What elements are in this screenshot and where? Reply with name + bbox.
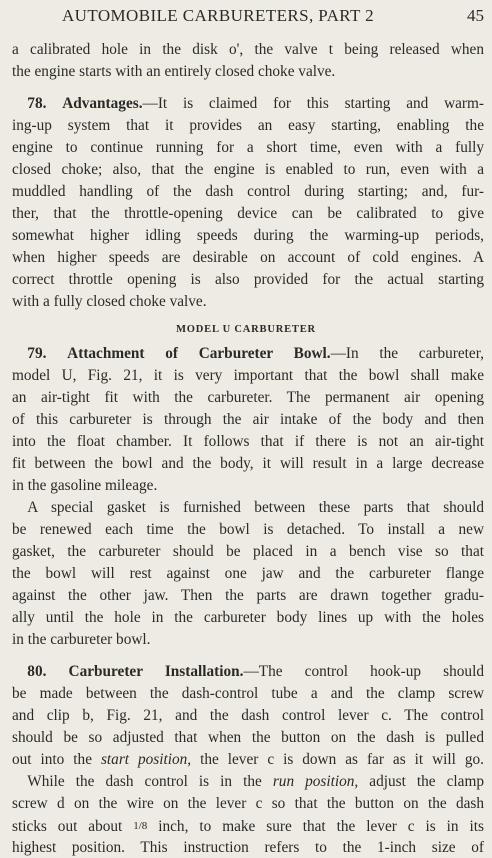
italic-term: start position,	[100, 751, 192, 768]
text-line	[12, 750, 484, 770]
section-title: Carbureter Installation.	[68, 663, 244, 680]
section-number: 79.	[27, 345, 47, 362]
text-line: in the carbureter bowl.	[12, 631, 151, 648]
text-line: be made between the dash-control tube a and the clamp screw	[12, 685, 484, 702]
text-line: an air-tight fit with the carbureter. The permanent air opening	[12, 389, 484, 406]
fraction: 1/8	[133, 820, 148, 832]
section-79-first-line	[12, 344, 484, 364]
text-line: highest position. This instruction refers to the 1-inch size of	[12, 839, 484, 856]
text-line: with a fully closed choke valve.	[12, 293, 207, 310]
text-line: ther, that the throttle-opening device can be calibrated to give	[12, 205, 484, 222]
text-line: muddled handling of the dash control during starting; and, fur-	[12, 183, 484, 200]
text-line: gasket, the carbureter should be placed in a bench vise so that	[12, 543, 484, 560]
page-number: 45	[467, 6, 484, 25]
text-line: somewhat higher idling speeds during the warming-up periods,	[12, 227, 484, 244]
text-line: and clip b, Fig. 21, and the dash control lever c. The control	[12, 707, 484, 724]
text-line: ally until the hole in the carbureter body lines up with the holes	[12, 609, 484, 626]
text-line: fit between the bowl and the body, it will result in a large decrease	[12, 455, 484, 472]
text-line	[12, 772, 484, 792]
text-run: While the dash control is in the	[27, 773, 273, 790]
text-line: engine to continue running for a short time, even with a fully	[12, 139, 484, 156]
text-line: against the other jaw. Then the parts are drawn together gradu-	[12, 587, 484, 604]
text-line	[12, 816, 484, 837]
text-run: sticks out about	[12, 818, 134, 835]
text-line: of this carbureter is through the air intake of the body and then	[12, 411, 484, 428]
text-line: be renewed each time the bowl is detached. To install a new	[12, 521, 484, 538]
page-header	[0, 6, 492, 28]
text-line: correct throttle opening is also provided for the actual starting	[12, 271, 484, 288]
text-run: —The control hook-up should	[243, 663, 484, 680]
text-line: ing-up system that it provides an easy starting, enabling the	[12, 117, 484, 134]
section-78-first-line	[12, 94, 484, 114]
text-run: adjust the clamp	[358, 773, 485, 790]
section-number: 80.	[27, 663, 47, 680]
text-line: the engine starts with an entirely closed choke valve.	[12, 63, 336, 80]
section-title: Advantages.	[62, 95, 143, 112]
text-line: closed choke; also, that the engine is enabled to run, even with a	[12, 161, 484, 178]
section-heading: MODEL U CARBURETER	[176, 324, 316, 335]
section-title: Attachment of Carbureter Bowl.	[67, 345, 331, 362]
text-line: should be so adjusted that when the button on the dash is pulled	[12, 729, 484, 746]
italic-term: run position,	[272, 773, 359, 790]
text-line: when higher speeds are desirable on account of cold engines. A	[12, 249, 484, 266]
text-line: the bowl will rest against one jaw and the carbureter flange	[12, 565, 484, 582]
running-title: AUTOMOBILE CARBURETERS, PART 2	[62, 6, 374, 25]
text-run: the lever c is down as far as it will go.	[191, 751, 484, 768]
text-line: model U, Fig. 21, it is very important that the bowl shall make	[12, 367, 484, 384]
section-80-first-line	[12, 662, 484, 682]
text-line: a calibrated hole in the disk o', the valve t being released when	[12, 41, 484, 58]
text-line	[12, 498, 484, 518]
text-run: —In the carbureter,	[330, 345, 485, 362]
text-line: in the gasoline mileage.	[12, 477, 158, 494]
text-line: screw d on the wire on the lever c so that the button on the dash	[12, 795, 484, 812]
text-line: into the float chamber. It follows that if there is not an air-tight	[12, 433, 484, 450]
text-run: A special gasket is furnished between these parts that should	[27, 499, 484, 516]
section-number: 78.	[27, 95, 47, 112]
text-run: out into the	[12, 751, 101, 768]
text-run: —It is claimed for this starting and warm-	[142, 95, 485, 112]
text-run: inch, to make sure that the lever c is in its	[147, 818, 484, 835]
